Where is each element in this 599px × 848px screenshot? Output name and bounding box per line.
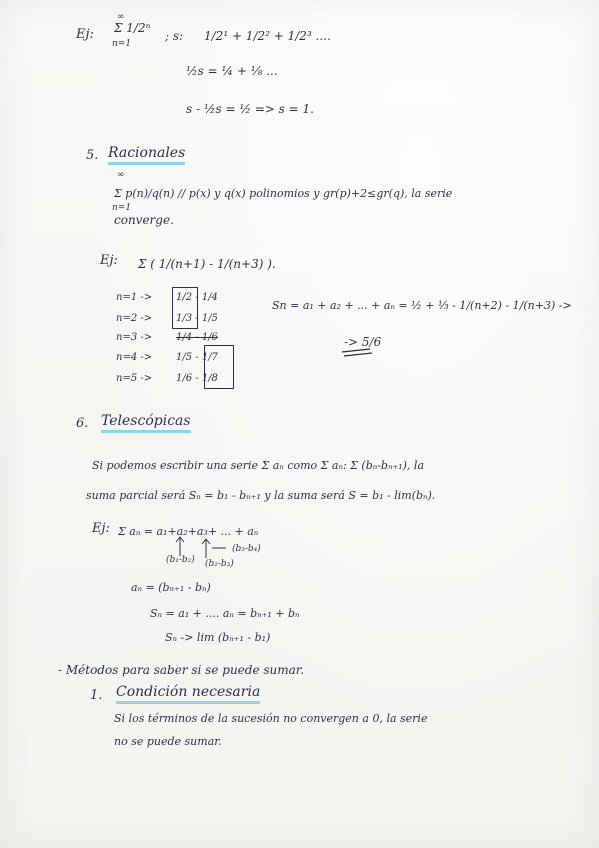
section-title: Telescópicas	[101, 414, 191, 433]
row-label: n=4 ->	[116, 352, 153, 363]
limit-result: -> 5/6	[344, 335, 382, 349]
example-label: Ej:	[92, 521, 110, 536]
condition-text-2: no se puede sumar.	[114, 735, 222, 748]
half-s-line: ½s = ¼ + ⅛ ...	[186, 64, 278, 78]
row-label: n=1 ->	[116, 292, 153, 303]
rational-definition: Σ p(n)/q(n) // p(x) y q(x) polinomios y gr(p)+2≤gr(q), la serie	[114, 187, 453, 200]
row-label: n=2 ->	[116, 313, 153, 324]
example-series: Σ aₙ = a₁+a₂+a₃+ ... + aₙ	[118, 525, 259, 538]
telescopic-definition: Si podemos escribir una serie Σ aₙ como Σ aₙ: Σ (bₙ-bₙ₊₁), la	[92, 459, 424, 472]
condition-text: Si los términos de la sucesión no convergen a 0, la serie	[114, 712, 428, 725]
methods-intro: - Métodos para saber si se puede sumar.	[58, 663, 305, 677]
example-series: Σ 1/2ⁿ	[114, 21, 151, 35]
row-label: n=3 ->	[116, 332, 153, 343]
an-expression: aₙ = (bₙ₊₁ - bₙ)	[131, 581, 211, 594]
rational-definition-end: converge.	[114, 213, 174, 227]
sum-lower-limit: n=1	[112, 203, 132, 213]
annotation: (b₃-b₄)	[232, 544, 261, 554]
annotation: (b₂-b₃)	[205, 559, 234, 569]
result-line: s - ½s = ½ => s = 1.	[186, 102, 314, 116]
sum-lower-limit: n=1	[112, 39, 132, 49]
example-label: Ej:	[76, 27, 94, 42]
telescopic-definition-2: suma parcial será Sₙ = b₁ - bₙ₊₁ y la suma será S = b₁ - lim(bₙ).	[86, 489, 436, 502]
row-terms: 1/6 - 1/8	[176, 373, 218, 384]
partial-sum: Sn = a₁ + a₂ + ... + aₙ = ½ + ⅓ - 1/(n+2) - 1/(n+3) ->	[272, 299, 572, 312]
s-equals: ; s:	[165, 29, 184, 43]
row-label: n=5 ->	[116, 373, 153, 384]
item-title: Condición necesaria	[116, 685, 260, 704]
section-number: 6.	[76, 416, 89, 431]
underline-mark	[340, 346, 374, 360]
annotation-arrows	[170, 534, 230, 558]
example-label: Ej:	[100, 253, 118, 268]
section-title: Racionales	[108, 146, 185, 165]
kept-terms-box	[204, 345, 234, 389]
s-terms: 1/2¹ + 1/2² + 1/2³ ....	[204, 29, 331, 43]
sum-upper-limit: ∞	[117, 170, 125, 180]
kept-terms-box	[172, 287, 198, 329]
sum-upper-limit: ∞	[117, 12, 125, 22]
row-terms: 1/5 - 1/7	[176, 352, 218, 363]
row-terms: 1/4 - 1/6	[176, 332, 218, 343]
annotation: (b₁-b₂)	[166, 555, 195, 565]
row-terms: 1/3 - 1/5	[176, 313, 218, 324]
section-number: 5.	[86, 148, 99, 163]
sn-limit: Sₙ -> lim (bₙ₊₁ - b₁)	[165, 631, 271, 644]
sn-expression: Sₙ = a₁ + .... aₙ = bₙ₊₁ + bₙ	[150, 607, 300, 620]
item-number: 1.	[90, 688, 103, 703]
row-terms: 1/2 - 1/4	[176, 292, 218, 303]
example-series: Σ ( 1/(n+1) - 1/(n+3) ).	[138, 257, 276, 271]
